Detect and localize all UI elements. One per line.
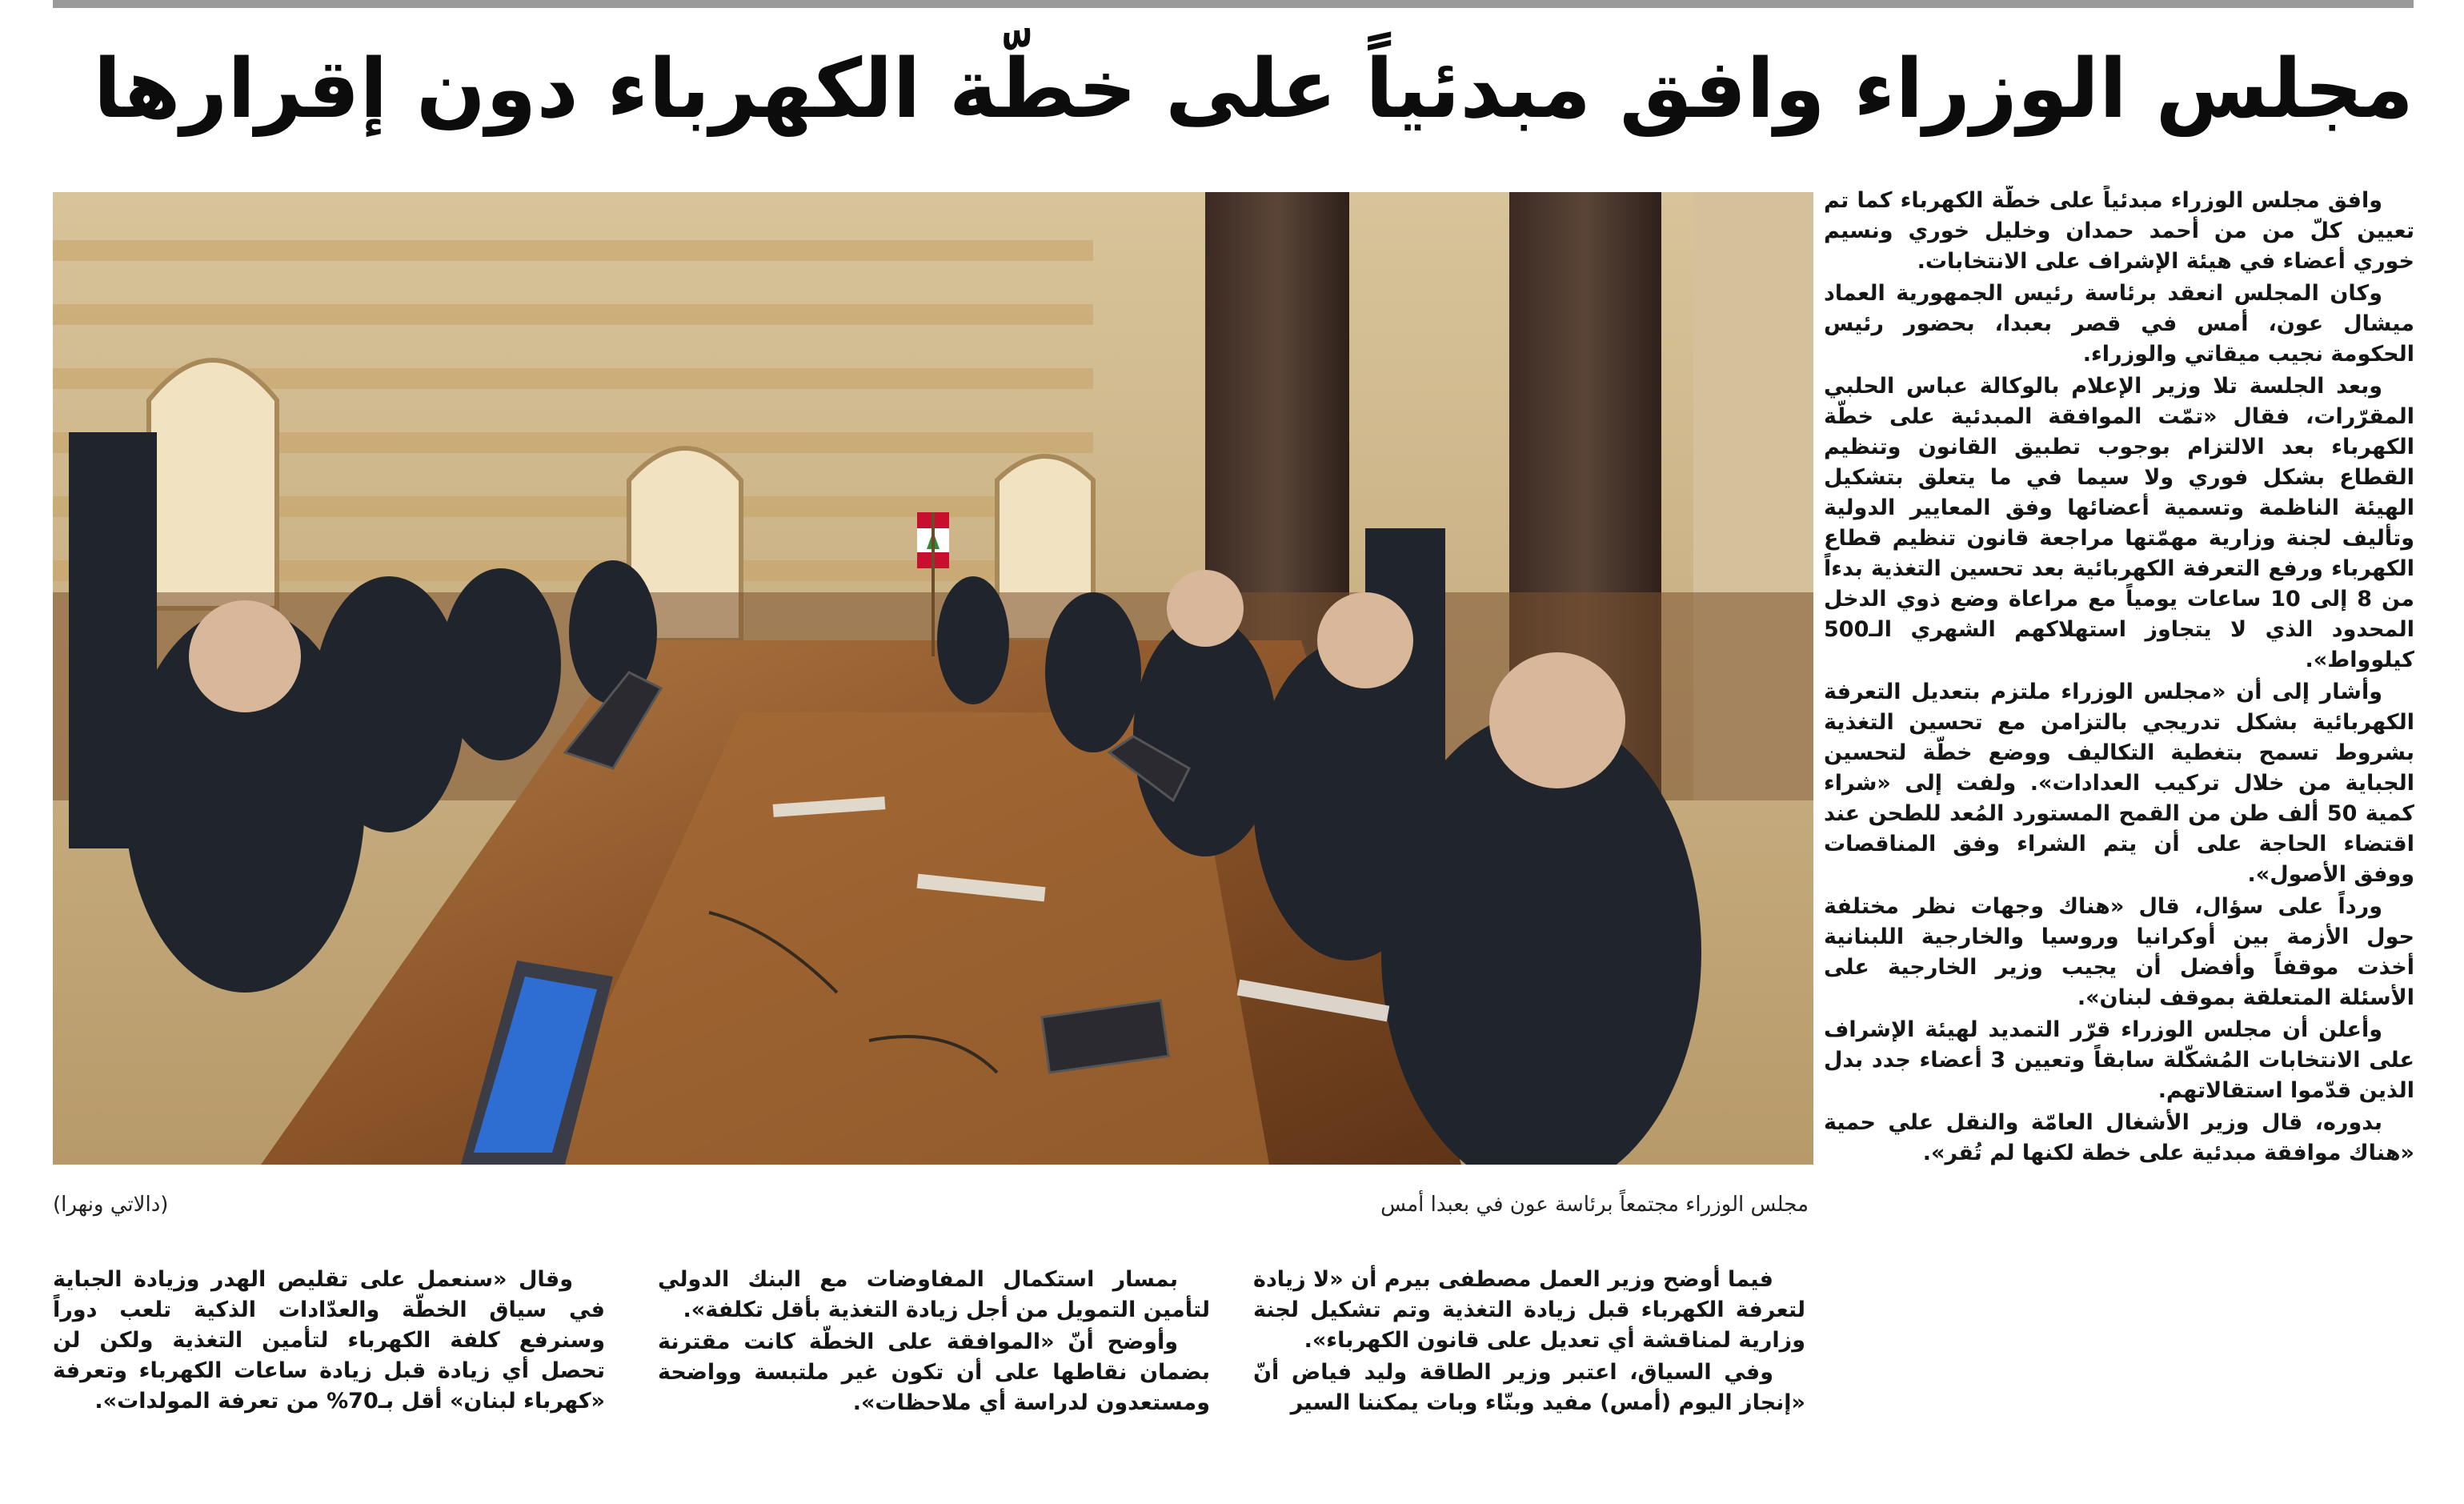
paragraph: وأشار إلى أن «مجلس الوزراء ملتزم بتعديل التعرفة الكهربائية بشكل تدريجي بالتزامن مع تحسين التغذية بشروط تسمح بتغطية التكاليف ووضع خطّة لتحسين الجباية من خلال تركيب العدادات». ولفت إلى «شراء كمية 50 ألف طن من القمح المستورد المُعد للطحن عند اقتضاء الحاجة على أن يتم الشراء وفق المناقصات ووفق الأصول». — [1824, 680, 2414, 887]
cabinet-meeting-photo — [53, 192, 1813, 1165]
paragraph: وكان المجلس انعقد برئاسة رئيس الجمهورية العماد ميشال عون، أمس في قصر بعبدا، بحضور رئيس الحكومة نجيب ميقاتي والوزراء. — [1824, 281, 2414, 367]
bottom-column-1 — [1253, 1265, 1805, 1501]
paragraph: وقال «سنعمل على تقليص الهدر وزيادة الجباية في سياق الخطّة والعدّادات الذكية تلعب دوراً وسنرفع كلفة الكهرباء لتأمين التغذية ولكن لن تحصل أي زيادة قبل زيادة ساعات الكهرباء وتعرفة «كهرباء لبنان» أقل بـ70% من تعرفة المولدات». — [53, 1267, 605, 1414]
photo-caption: مجلس الوزراء مجتمعاً برئاسة عون في بعبدا أمس — [1380, 1193, 1809, 1217]
paragraph: وأوضح أنّ «الموافقة على الخطّة كانت مقترنة بضمان نقاطها على أن تكون غير ملتبسة وواضحة ومستعدون لدراسة أي ملاحظات». — [658, 1330, 1210, 1415]
paragraph: وافق مجلس الوزراء مبدئياً على خطّة الكهرباء كما تم تعيين كلّ من من أحمد حمدان وخليل خوري ونسيم خوري أعضاء في هيئة الإشراف على الانتخابات. — [1824, 188, 2414, 274]
paragraph: وأعلن أن مجلس الوزراء قرّر التمديد لهيئة الإشراف على الانتخابات المُشكّلة سابقاً وتعيين 3 أعضاء جدد بدل الذين قدّموا استقالاتهم. — [1824, 1017, 2414, 1103]
photo-illustration — [53, 192, 1813, 1165]
paragraph: فيما أوضح وزير العمل مصطفى بيرم أن «لا زيادة لتعرفة الكهرباء قبل زيادة التغذية وتم تشكيل لجنة وزارية لمناقشة أي تعديل على قانون الكهرباء». — [1253, 1267, 1805, 1353]
paragraph: ورداً على سؤال، قال «هناك وجهات نظر مختلفة حول الأزمة بين أوكرانيا وروسيا والخارجية اللبنانية أخذت موقفاً وأفضل أن يجيب وزير الخارجية على الأسئلة المتعلقة بموقف لبنان». — [1824, 894, 2414, 1010]
bottom-column-3 — [53, 1265, 605, 1501]
right-column — [1824, 186, 2414, 1498]
bottom-column-2 — [658, 1265, 1210, 1501]
paragraph: بدوره، قال وزير الأشغال العامّة والنقل علي حمية «هناك موافقة مبدئية على خطة لكنها لم تُقر». — [1824, 1110, 2414, 1165]
paragraph: بمسار استكمال المفاوضات مع البنك الدولي لتأمين التمويل من أجل زيادة التغذية بأقل تكلفة». — [658, 1267, 1210, 1322]
photo-credit: (دالاتي ونهرا) — [53, 1193, 169, 1217]
top-rule — [53, 0, 2414, 8]
paragraph: وبعد الجلسة تلا وزير الإعلام بالوكالة عباس الحلبي المقرّرات، فقال «تمّت الموافقة المبدئية على خطّة الكهرباء بعد الالتزام بوجوب تطبيق القانون وتنظيم القطاع بشكل فوري ولا سيما في ما يتعلق بتشكيل الهيئة الناظمة وتسمية أعضائها وفق المعايير الدولية وتأليف لجنة وزارية مهمّتها مراجعة قانون تنظيم قطاع الكهرباء ورفع التعرفة الكهربائية بعد تحسين التغذية بدءاً من 8 إلى 10 ساعات يومياً مع مراعاة وضع ذوي الدخل المحدود الذي لا يتجاوز استهلاكهم الشهري الـ500 كيلوواط». — [1824, 374, 2414, 672]
paragraph: وفي السياق، اعتبر وزير الطاقة وليد فياض أنّ «إنجاز اليوم (أمس) مفيد وبنّاء وبات يمكننا السير — [1253, 1360, 1805, 1415]
headline: مجلس الوزراء وافق مبدئياً على خطّة الكهرباء دون إقرارها — [93, 42, 2414, 137]
